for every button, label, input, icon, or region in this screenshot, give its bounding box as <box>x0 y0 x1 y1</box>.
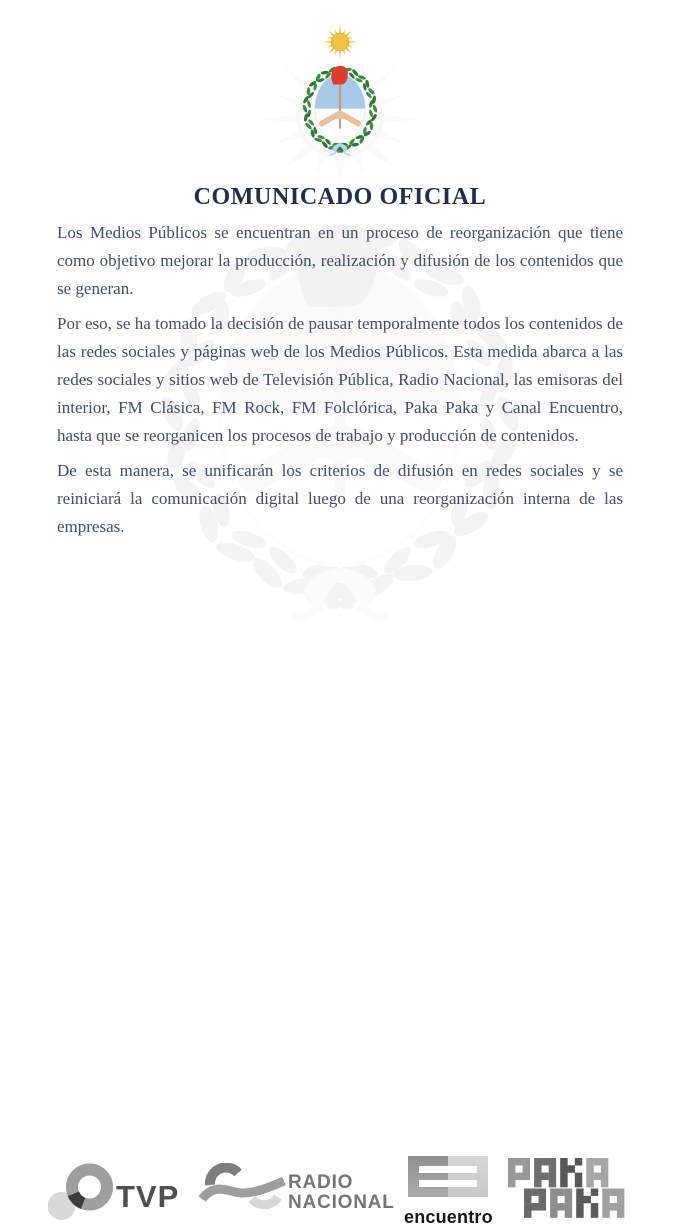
paragraph-3: De esta manera, se unificarán los criterios de difusión en redes sociales y se reiniciará la comunicación digital luego de una reorganización interna de las empresas. <box>57 461 623 536</box>
coat-of-arms <box>290 24 390 160</box>
radio-nacional-label-line2: NACIONAL <box>288 1192 395 1213</box>
tvp-logo <box>48 1160 188 1225</box>
paka-paka-logo <box>506 1158 630 1220</box>
radio-nacional-label-line1: RADIO <box>288 1172 354 1193</box>
body-text <box>57 219 623 548</box>
radio-wave-dark-icon <box>210 1168 238 1185</box>
encuentro-logo <box>404 1156 492 1228</box>
page-title: COMUNICADO OFICIAL <box>193 184 487 210</box>
footer-logos <box>0 575 680 1227</box>
radio-wave-light-icon <box>252 1197 278 1205</box>
encuentro-label: encuentro <box>404 1207 493 1227</box>
radio-nacional-logo <box>196 1163 396 1213</box>
paragraph-2: Por eso, se ha tomado la decisión de pausar temporalmente todos los contenidos de las redes sociales y páginas web de los Medios Públicos. Esta medida abarca a las redes sociales y sitios web de Televisión Pública, Radio Nacional, las emisoras del interior, FM Clásica, FM Rock, FM Folclórica, Paka Paka y Canal Encuentro, hasta que se reorganicen los procesos de trabajo y producción de contenidos. <box>57 314 623 445</box>
tvp-label: TVP <box>116 1179 180 1214</box>
encuentro-emblem-icon <box>408 1156 488 1197</box>
paragraph-1: Los Medios Públicos se encuentran en un proceso de reorganización que tiene como objetivo mejorar la producción, realización y difusión de los contenidos que se generan. <box>57 223 623 298</box>
